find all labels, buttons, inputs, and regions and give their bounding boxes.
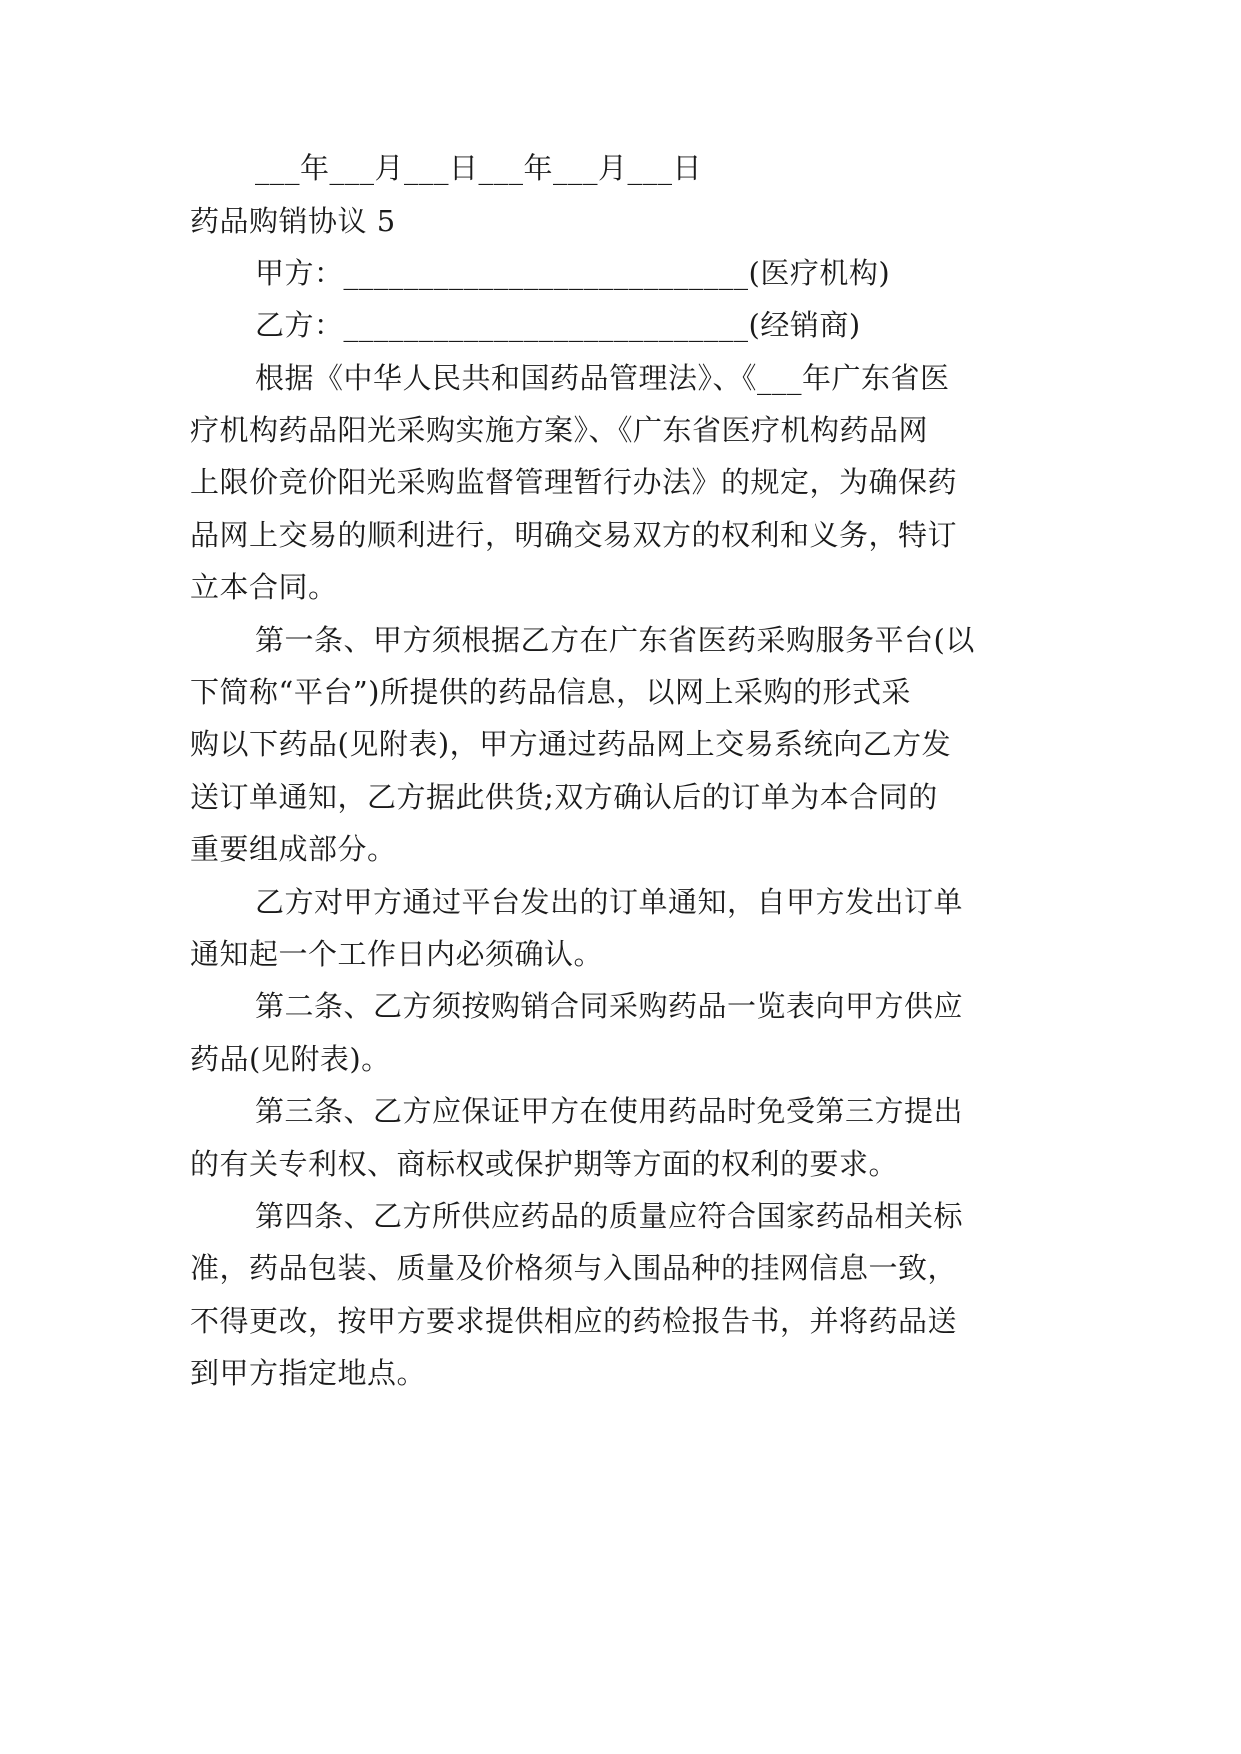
para-intro-line-4: 品网上交易的顺利进行，明确交易双方的权利和义务，特订 (190, 518, 958, 552)
article-1-line-1: 第一条、甲方须根据乙方在广东省医药采购服务平台(以 (255, 623, 975, 657)
article-2-line-1: 第二条、乙方须按购销合同采购药品一览表向甲方供应 (255, 989, 964, 1023)
article-2-line-2: 药品(见附表)。 (190, 1042, 391, 1076)
article-4-line-3: 不得更改，按甲方要求提供相应的药检报告书，并将药品送 (190, 1304, 958, 1338)
para-intro-line-3: 上限价竞价阳光采购监督管理暂行办法》的规定，为确保药 (190, 465, 958, 499)
article-3-line-1: 第三条、乙方应保证甲方在使用药品时免受第三方提出 (255, 1094, 964, 1128)
para-intro-line-5: 立本合同。 (190, 570, 338, 604)
date-line: ___年___月___日___年___月___日 (255, 151, 703, 185)
article-4-line-4: 到甲方指定地点。 (190, 1356, 427, 1390)
para-intro-line-1: 根据《中华人民共和国药品管理法》、《___年广东省医 (255, 361, 950, 395)
party-b-line: 乙方：___________________________(经销商) (255, 308, 861, 342)
article-1-line-3: 购以下药品(见附表)，甲方通过药品网上交易系统向乙方发 (190, 727, 952, 761)
confirm-line-2: 通知起一个工作日内必须确认。 (190, 937, 604, 971)
party-a-line: 甲方：___________________________(医疗机构) (255, 256, 891, 290)
article-1-line-4: 送订单通知，乙方据此供货;双方确认后的订单为本合同的 (190, 780, 938, 814)
para-intro-line-2: 疗机构药品阳光采购实施方案》、《广东省医疗机构药品网 (190, 413, 929, 447)
document-title: 药品购销协议 5 (190, 204, 396, 238)
confirm-line-1: 乙方对甲方通过平台发出的订单通知，自甲方发出订单 (255, 885, 964, 919)
article-4-line-2: 准，药品包装、质量及价格须与入围品种的挂网信息一致， (190, 1251, 958, 1285)
article-1-line-2: 下简称“平台”)所提供的药品信息，以网上采购的形式采 (190, 675, 911, 709)
article-4-line-1: 第四条、乙方所供应药品的质量应符合国家药品相关标 (255, 1199, 964, 1233)
article-1-line-5: 重要组成部分。 (190, 832, 397, 866)
article-3-line-2: 的有关专利权、商标权或保护期等方面的权利的要求。 (190, 1147, 899, 1181)
